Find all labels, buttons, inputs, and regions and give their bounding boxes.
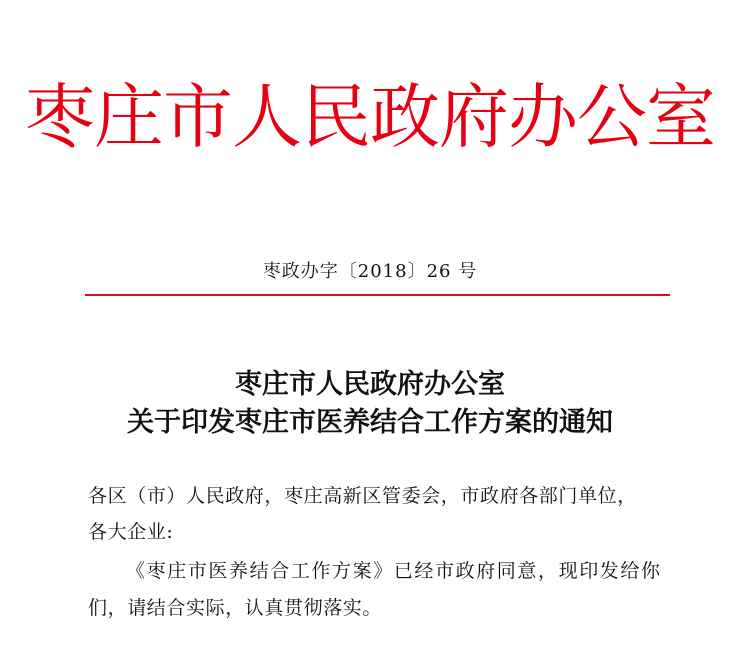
document-title-line-1: 枣庄市人民政府办公室 <box>235 369 505 400</box>
salutation-line-2: 各大企业: <box>88 521 174 543</box>
salutation-line-1: 各区（市）人民政府，枣庄高新区管委会，市政府各部门单位， <box>88 485 637 507</box>
document-number: 枣政办字〔2018〕26 号 <box>262 261 478 282</box>
red-divider-line <box>85 294 670 296</box>
document-title-line-2: 关于印发枣庄市医养结合工作方案的通知 <box>127 407 613 438</box>
body-paragraph-line-2: 们，请结合实际，认真贯彻落实。 <box>88 597 383 619</box>
issuer-header: 枣庄市人民政府办公室 <box>25 76 715 158</box>
body-paragraph-line-1: 《枣庄市医养结合工作方案》已经市政府同意，现印发给你 <box>126 560 662 582</box>
